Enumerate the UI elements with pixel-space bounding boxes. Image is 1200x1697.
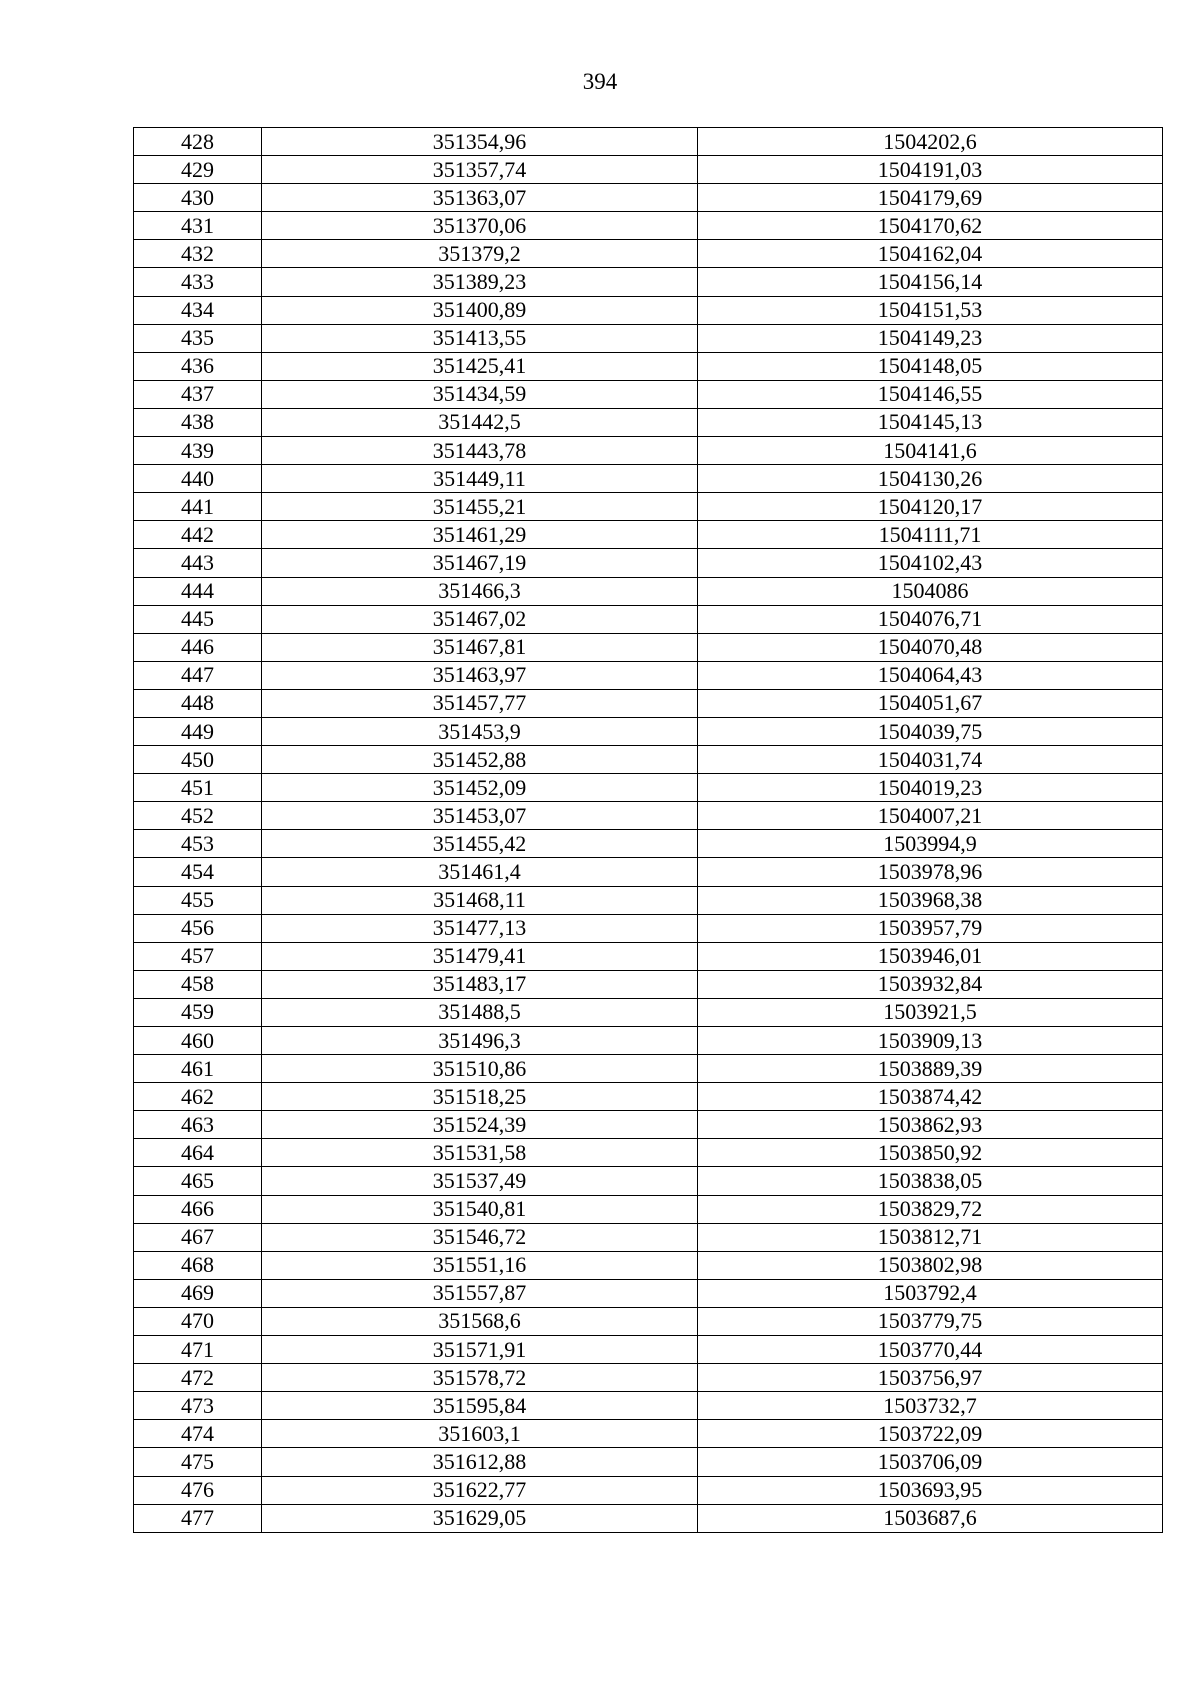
x-coordinate-cell: 351389,23 xyxy=(262,268,698,296)
table-row xyxy=(134,858,1163,886)
x-coordinate-cell: 351483,17 xyxy=(262,970,698,998)
x-coordinate-cell: 351568,6 xyxy=(262,1307,698,1335)
table-row xyxy=(134,1139,1163,1167)
point-number-cell: 449 xyxy=(134,717,262,745)
point-number-cell: 431 xyxy=(134,212,262,240)
x-coordinate-cell: 351461,4 xyxy=(262,858,698,886)
table-row xyxy=(134,437,1163,465)
x-coordinate-cell: 351452,09 xyxy=(262,774,698,802)
x-coordinate-cell: 351455,42 xyxy=(262,830,698,858)
x-coordinate-cell: 351370,06 xyxy=(262,212,698,240)
x-coordinate-cell: 351457,77 xyxy=(262,689,698,717)
x-coordinate-cell: 351354,96 xyxy=(262,128,698,156)
y-coordinate-cell: 1504120,17 xyxy=(698,493,1163,521)
point-number-cell: 473 xyxy=(134,1392,262,1420)
table-row xyxy=(134,886,1163,914)
x-coordinate-cell: 351571,91 xyxy=(262,1336,698,1364)
table-row xyxy=(134,156,1163,184)
y-coordinate-cell: 1503693,95 xyxy=(698,1476,1163,1504)
table-row xyxy=(134,465,1163,493)
x-coordinate-cell: 351557,87 xyxy=(262,1279,698,1307)
y-coordinate-cell: 1504191,03 xyxy=(698,156,1163,184)
y-coordinate-cell: 1504130,26 xyxy=(698,465,1163,493)
table-row xyxy=(134,1336,1163,1364)
y-coordinate-cell: 1503909,13 xyxy=(698,1027,1163,1055)
y-coordinate-cell: 1504179,69 xyxy=(698,184,1163,212)
x-coordinate-cell: 351531,58 xyxy=(262,1139,698,1167)
x-coordinate-cell: 351466,3 xyxy=(262,577,698,605)
table-row xyxy=(134,1223,1163,1251)
table-row xyxy=(134,1364,1163,1392)
point-number-cell: 469 xyxy=(134,1279,262,1307)
y-coordinate-cell: 1504156,14 xyxy=(698,268,1163,296)
point-number-cell: 440 xyxy=(134,465,262,493)
point-number-cell: 435 xyxy=(134,324,262,352)
x-coordinate-cell: 351467,81 xyxy=(262,633,698,661)
table-row xyxy=(134,268,1163,296)
point-number-cell: 444 xyxy=(134,577,262,605)
x-coordinate-cell: 351518,25 xyxy=(262,1083,698,1111)
table-row xyxy=(134,1279,1163,1307)
table-row xyxy=(134,1420,1163,1448)
table-row xyxy=(134,802,1163,830)
x-coordinate-cell: 351595,84 xyxy=(262,1392,698,1420)
x-coordinate-cell: 351540,81 xyxy=(262,1195,698,1223)
y-coordinate-cell: 1504202,6 xyxy=(698,128,1163,156)
x-coordinate-cell: 351467,02 xyxy=(262,605,698,633)
table-row xyxy=(134,1083,1163,1111)
x-coordinate-cell: 351488,5 xyxy=(262,998,698,1026)
x-coordinate-cell: 351524,39 xyxy=(262,1111,698,1139)
point-number-cell: 437 xyxy=(134,380,262,408)
x-coordinate-cell: 351479,41 xyxy=(262,942,698,970)
x-coordinate-cell: 351425,41 xyxy=(262,352,698,380)
x-coordinate-cell: 351622,77 xyxy=(262,1476,698,1504)
x-coordinate-cell: 351612,88 xyxy=(262,1448,698,1476)
point-number-cell: 441 xyxy=(134,493,262,521)
x-coordinate-cell: 351461,29 xyxy=(262,521,698,549)
x-coordinate-cell: 351496,3 xyxy=(262,1027,698,1055)
table-row xyxy=(134,774,1163,802)
table-row xyxy=(134,605,1163,633)
table-row xyxy=(134,1055,1163,1083)
x-coordinate-cell: 351629,05 xyxy=(262,1504,698,1532)
point-number-cell: 447 xyxy=(134,661,262,689)
y-coordinate-cell: 1503957,79 xyxy=(698,914,1163,942)
y-coordinate-cell: 1504151,53 xyxy=(698,296,1163,324)
point-number-cell: 446 xyxy=(134,633,262,661)
x-coordinate-cell: 351453,07 xyxy=(262,802,698,830)
point-number-cell: 454 xyxy=(134,858,262,886)
point-number-cell: 474 xyxy=(134,1420,262,1448)
point-number-cell: 448 xyxy=(134,689,262,717)
x-coordinate-cell: 351467,19 xyxy=(262,549,698,577)
y-coordinate-cell: 1504039,75 xyxy=(698,717,1163,745)
table-row xyxy=(134,1027,1163,1055)
y-coordinate-cell: 1503802,98 xyxy=(698,1251,1163,1279)
point-number-cell: 439 xyxy=(134,437,262,465)
y-coordinate-cell: 1503687,6 xyxy=(698,1504,1163,1532)
y-coordinate-cell: 1503874,42 xyxy=(698,1083,1163,1111)
point-number-cell: 461 xyxy=(134,1055,262,1083)
point-number-cell: 453 xyxy=(134,830,262,858)
coordinates-table-body xyxy=(134,128,1163,1533)
y-coordinate-cell: 1504064,43 xyxy=(698,661,1163,689)
x-coordinate-cell: 351413,55 xyxy=(262,324,698,352)
x-coordinate-cell: 351449,11 xyxy=(262,465,698,493)
table-row xyxy=(134,1167,1163,1195)
table-row xyxy=(134,408,1163,436)
point-number-cell: 477 xyxy=(134,1504,262,1532)
y-coordinate-cell: 1503706,09 xyxy=(698,1448,1163,1476)
table-row xyxy=(134,998,1163,1026)
x-coordinate-cell: 351468,11 xyxy=(262,886,698,914)
point-number-cell: 430 xyxy=(134,184,262,212)
y-coordinate-cell: 1503946,01 xyxy=(698,942,1163,970)
point-number-cell: 434 xyxy=(134,296,262,324)
y-coordinate-cell: 1504146,55 xyxy=(698,380,1163,408)
y-coordinate-cell: 1504141,6 xyxy=(698,437,1163,465)
point-number-cell: 471 xyxy=(134,1336,262,1364)
y-coordinate-cell: 1503756,97 xyxy=(698,1364,1163,1392)
y-coordinate-cell: 1503838,05 xyxy=(698,1167,1163,1195)
table-row xyxy=(134,296,1163,324)
x-coordinate-cell: 351551,16 xyxy=(262,1251,698,1279)
y-coordinate-cell: 1504086 xyxy=(698,577,1163,605)
x-coordinate-cell: 351379,2 xyxy=(262,240,698,268)
y-coordinate-cell: 1504149,23 xyxy=(698,324,1163,352)
table-row xyxy=(134,1111,1163,1139)
y-coordinate-cell: 1504102,43 xyxy=(698,549,1163,577)
y-coordinate-cell: 1503812,71 xyxy=(698,1223,1163,1251)
point-number-cell: 466 xyxy=(134,1195,262,1223)
point-number-cell: 451 xyxy=(134,774,262,802)
x-coordinate-cell: 351400,89 xyxy=(262,296,698,324)
y-coordinate-cell: 1503978,96 xyxy=(698,858,1163,886)
table-row xyxy=(134,942,1163,970)
table-row xyxy=(134,970,1163,998)
table-row xyxy=(134,521,1163,549)
point-number-cell: 455 xyxy=(134,886,262,914)
point-number-cell: 465 xyxy=(134,1167,262,1195)
point-number-cell: 467 xyxy=(134,1223,262,1251)
point-number-cell: 433 xyxy=(134,268,262,296)
table-row xyxy=(134,633,1163,661)
x-coordinate-cell: 351434,59 xyxy=(262,380,698,408)
y-coordinate-cell: 1503732,7 xyxy=(698,1392,1163,1420)
point-number-cell: 436 xyxy=(134,352,262,380)
y-coordinate-cell: 1504019,23 xyxy=(698,774,1163,802)
point-number-cell: 459 xyxy=(134,998,262,1026)
point-number-cell: 468 xyxy=(134,1251,262,1279)
point-number-cell: 428 xyxy=(134,128,262,156)
y-coordinate-cell: 1504051,67 xyxy=(698,689,1163,717)
y-coordinate-cell: 1503850,92 xyxy=(698,1139,1163,1167)
y-coordinate-cell: 1504162,04 xyxy=(698,240,1163,268)
point-number-cell: 460 xyxy=(134,1027,262,1055)
y-coordinate-cell: 1503968,38 xyxy=(698,886,1163,914)
point-number-cell: 432 xyxy=(134,240,262,268)
y-coordinate-cell: 1503829,72 xyxy=(698,1195,1163,1223)
point-number-cell: 457 xyxy=(134,942,262,970)
table-row xyxy=(134,830,1163,858)
y-coordinate-cell: 1504031,74 xyxy=(698,746,1163,774)
table-row xyxy=(134,324,1163,352)
point-number-cell: 472 xyxy=(134,1364,262,1392)
table-row xyxy=(134,1504,1163,1532)
point-number-cell: 470 xyxy=(134,1307,262,1335)
table-row xyxy=(134,240,1163,268)
x-coordinate-cell: 351463,97 xyxy=(262,661,698,689)
y-coordinate-cell: 1504070,48 xyxy=(698,633,1163,661)
y-coordinate-cell: 1503921,5 xyxy=(698,998,1163,1026)
table-row xyxy=(134,577,1163,605)
x-coordinate-cell: 351455,21 xyxy=(262,493,698,521)
y-coordinate-cell: 1504170,62 xyxy=(698,212,1163,240)
y-coordinate-cell: 1503770,44 xyxy=(698,1336,1163,1364)
table-row xyxy=(134,914,1163,942)
point-number-cell: 462 xyxy=(134,1083,262,1111)
coordinates-table xyxy=(133,127,1163,1533)
point-number-cell: 456 xyxy=(134,914,262,942)
y-coordinate-cell: 1504007,21 xyxy=(698,802,1163,830)
table-row xyxy=(134,1195,1163,1223)
table-row xyxy=(134,380,1163,408)
table-row xyxy=(134,1392,1163,1420)
x-coordinate-cell: 351442,5 xyxy=(262,408,698,436)
table-row xyxy=(134,1307,1163,1335)
x-coordinate-cell: 351537,49 xyxy=(262,1167,698,1195)
y-coordinate-cell: 1504148,05 xyxy=(698,352,1163,380)
point-number-cell: 463 xyxy=(134,1111,262,1139)
y-coordinate-cell: 1503792,4 xyxy=(698,1279,1163,1307)
table-row xyxy=(134,549,1163,577)
x-coordinate-cell: 351357,74 xyxy=(262,156,698,184)
y-coordinate-cell: 1503779,75 xyxy=(698,1307,1163,1335)
table-row xyxy=(134,1476,1163,1504)
x-coordinate-cell: 351452,88 xyxy=(262,746,698,774)
x-coordinate-cell: 351453,9 xyxy=(262,717,698,745)
y-coordinate-cell: 1503862,93 xyxy=(698,1111,1163,1139)
table-row xyxy=(134,1448,1163,1476)
y-coordinate-cell: 1503994,9 xyxy=(698,830,1163,858)
x-coordinate-cell: 351546,72 xyxy=(262,1223,698,1251)
table-row xyxy=(134,661,1163,689)
table-row xyxy=(134,717,1163,745)
point-number-cell: 458 xyxy=(134,970,262,998)
x-coordinate-cell: 351578,72 xyxy=(262,1364,698,1392)
page-number: 394 xyxy=(582,69,618,94)
point-number-cell: 442 xyxy=(134,521,262,549)
point-number-cell: 450 xyxy=(134,746,262,774)
y-coordinate-cell: 1503932,84 xyxy=(698,970,1163,998)
point-number-cell: 429 xyxy=(134,156,262,184)
y-coordinate-cell: 1504145,13 xyxy=(698,408,1163,436)
y-coordinate-cell: 1503722,09 xyxy=(698,1420,1163,1448)
table-row xyxy=(134,352,1163,380)
point-number-cell: 464 xyxy=(134,1139,262,1167)
table-row xyxy=(134,493,1163,521)
table-row xyxy=(134,1251,1163,1279)
x-coordinate-cell: 351510,86 xyxy=(262,1055,698,1083)
y-coordinate-cell: 1503889,39 xyxy=(698,1055,1163,1083)
point-number-cell: 475 xyxy=(134,1448,262,1476)
table-row xyxy=(134,212,1163,240)
y-coordinate-cell: 1504111,71 xyxy=(698,521,1163,549)
table-row xyxy=(134,746,1163,774)
table-row xyxy=(134,689,1163,717)
point-number-cell: 452 xyxy=(134,802,262,830)
point-number-cell: 476 xyxy=(134,1476,262,1504)
x-coordinate-cell: 351603,1 xyxy=(262,1420,698,1448)
point-number-cell: 445 xyxy=(134,605,262,633)
x-coordinate-cell: 351443,78 xyxy=(262,437,698,465)
table-row xyxy=(134,128,1163,156)
point-number-cell: 438 xyxy=(134,408,262,436)
y-coordinate-cell: 1504076,71 xyxy=(698,605,1163,633)
point-number-cell: 443 xyxy=(134,549,262,577)
x-coordinate-cell: 351363,07 xyxy=(262,184,698,212)
table-row xyxy=(134,184,1163,212)
x-coordinate-cell: 351477,13 xyxy=(262,914,698,942)
